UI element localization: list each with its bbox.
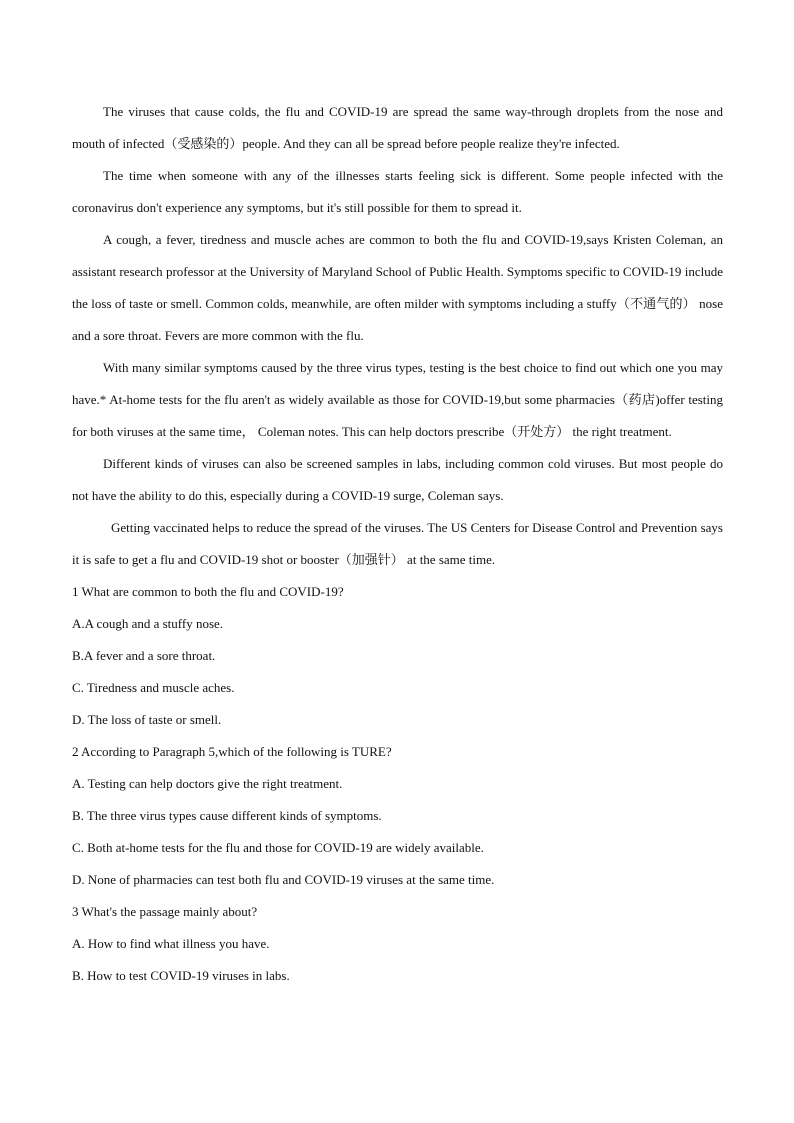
question-1-stem: 1 What are common to both the flu and COVID-19? bbox=[72, 584, 344, 599]
passage-paragraph-5: Different kinds of viruses can also be screened samples in labs, including common cold viruses. But most people do not have the ability to do this, especially during a COVID-19 surge, Coleman says. bbox=[72, 456, 723, 503]
passage-paragraph-4: With many similar symptoms caused by the three virus types, testing is the best choice to find out which one you may have.* At-home tests for the flu aren't as widely available as those for COVID-19,but some pharmacies（药店)offer testing for both viruses at the same time， Coleman notes. This can help doctors prescribe（开处方） the right treatment. bbox=[72, 360, 723, 439]
question-2-option-d: D. None of pharmacies can test both flu and COVID-19 viruses at the same time. bbox=[72, 872, 495, 887]
document-page bbox=[72, 96, 723, 992]
passage-paragraph-2: The time when someone with any of the illnesses starts feeling sick is different. Some people infected with the coronavirus don't experience any symptoms, but it's still possible for them to spread it. bbox=[72, 168, 723, 215]
question-2-option-b: B. The three virus types cause different kinds of symptoms. bbox=[72, 808, 382, 823]
question-1-option-b: B.A fever and a sore throat. bbox=[72, 648, 216, 663]
question-3-option-a: A. How to find what illness you have. bbox=[72, 936, 270, 951]
passage-paragraph-1: The viruses that cause colds, the flu and COVID-19 are spread the same way-through droplets from the nose and mouth of infected（受感染的）people. And they can all be spread before people realize they're infected. bbox=[72, 104, 723, 151]
question-1-option-d: D. The loss of taste or smell. bbox=[72, 712, 222, 727]
question-3-stem: 3 What's the passage mainly about? bbox=[72, 904, 258, 919]
passage-paragraph-3: A cough, a fever, tiredness and muscle aches are common to both the flu and COVID-19,says Kristen Coleman, an assistant research professor at the University of Maryland School of Public Health. Symptoms specific to COVID-19 include the loss of taste or smell. Common colds, meanwhile, are often milder with symptoms including a stuffy（不通气的） nose and a sore throat. Fevers are more common with the flu. bbox=[72, 232, 723, 343]
question-2-stem: 2 According to Paragraph 5,which of the following is TURE? bbox=[72, 744, 392, 759]
question-1-option-a: A.A cough and a stuffy nose. bbox=[72, 616, 224, 631]
passage-paragraph-6: Getting vaccinated helps to reduce the spread of the viruses. The US Centers for Disease Control and Prevention says it is safe to get a flu and COVID-19 shot or booster（加强针） at the same time. bbox=[72, 520, 723, 567]
question-2-option-a: A. Testing can help doctors give the right treatment. bbox=[72, 776, 343, 791]
question-3-option-b: B. How to test COVID-19 viruses in labs. bbox=[72, 968, 290, 983]
question-2-option-c: C. Both at-home tests for the flu and those for COVID-19 are widely available. bbox=[72, 840, 484, 855]
question-1-option-c: C. Tiredness and muscle aches. bbox=[72, 680, 235, 695]
